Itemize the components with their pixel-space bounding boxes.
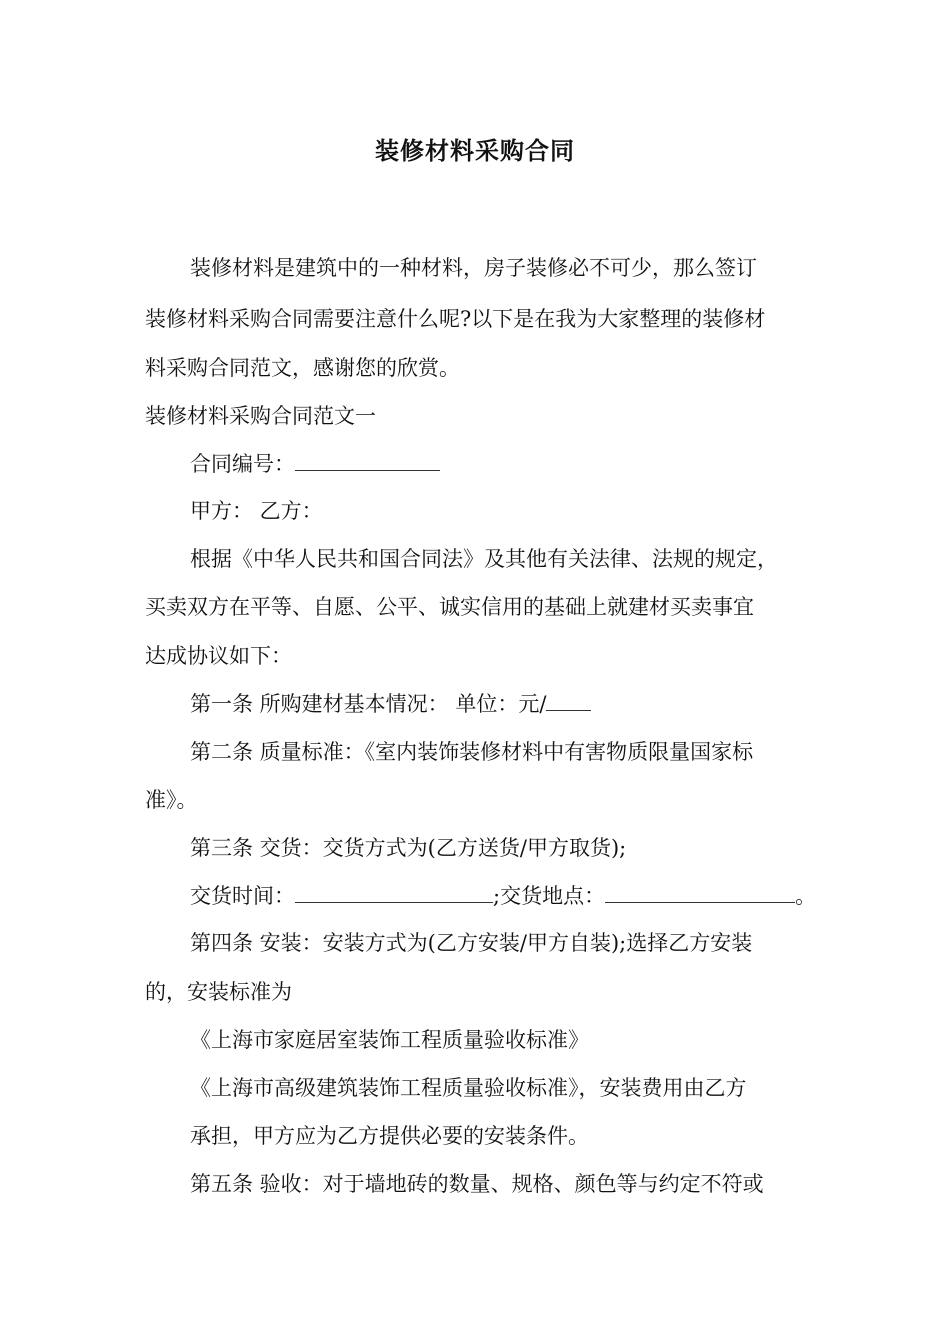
article-1-text: 第一条 所购建材基本情况： 单位：元/ [190, 692, 547, 716]
preamble-line-1: 根据《中华人民共和国合同法》及其他有关法律、法规的规定， [190, 547, 778, 571]
article-1-line [190, 690, 591, 718]
contract-number-label: 合同编号： [190, 452, 295, 476]
delivery-time-label: 交货时间： [190, 884, 295, 908]
intro-line-1: 装修材料是建筑中的一种材料，房子装修必不可少，那么签订 [190, 256, 757, 280]
section-heading: 装修材料采购合同范文一 [145, 404, 376, 428]
article-3-delivery-line [190, 882, 816, 910]
preamble-line-2: 买卖双方在平等、自愿、公平、诚实信用的基础上就建材买卖事宜 [145, 595, 754, 619]
contract-number-blank [295, 452, 440, 471]
intro-line-2: 装修材料采购合同需要注意什么呢?以下是在我为大家整理的装修材 [145, 307, 766, 331]
article-4-line-4: 《上海市高级建筑装饰工程质量验收标准》，安装费用由乙方 [190, 1076, 747, 1100]
unit-blank [546, 692, 591, 711]
article-4-line-3: 《上海市家庭居室装饰工程质量验收标准》 [190, 1028, 589, 1052]
preamble-line-3: 达成协议如下： [145, 644, 292, 668]
article-4-line-1: 第四条 安装：安装方式为(乙方安装/甲方自装);选择乙方安装 [190, 931, 753, 955]
delivery-end-mark: 。 [795, 884, 817, 908]
article-2-line-1: 第二条 质量标准：《室内装饰装修材料中有害物质限量国家标 [190, 740, 754, 764]
parties-line: 甲方： 乙方： [190, 499, 323, 523]
article-4-line-5: 承担，甲方应为乙方提供必要的安装条件。 [190, 1124, 589, 1148]
article-2-line-2: 准》。 [145, 788, 198, 812]
document-title: 装修材料采购合同 [375, 137, 575, 165]
article-4-line-2: 的，安装标准为 [145, 980, 292, 1004]
contract-number-line [190, 450, 440, 478]
delivery-place-label: ;交货地点： [493, 884, 606, 908]
article-5-line-1: 第五条 验收：对于墙地砖的数量、规格、颜色等与约定不符或 [190, 1172, 764, 1196]
delivery-place-blank [605, 884, 795, 903]
intro-line-3: 料采购合同范文，感谢您的欣赏。 [145, 356, 460, 380]
article-3-line-1: 第三条 交货：交货方式为(乙方送货/甲方取货); [190, 836, 627, 860]
delivery-time-blank [295, 884, 493, 903]
